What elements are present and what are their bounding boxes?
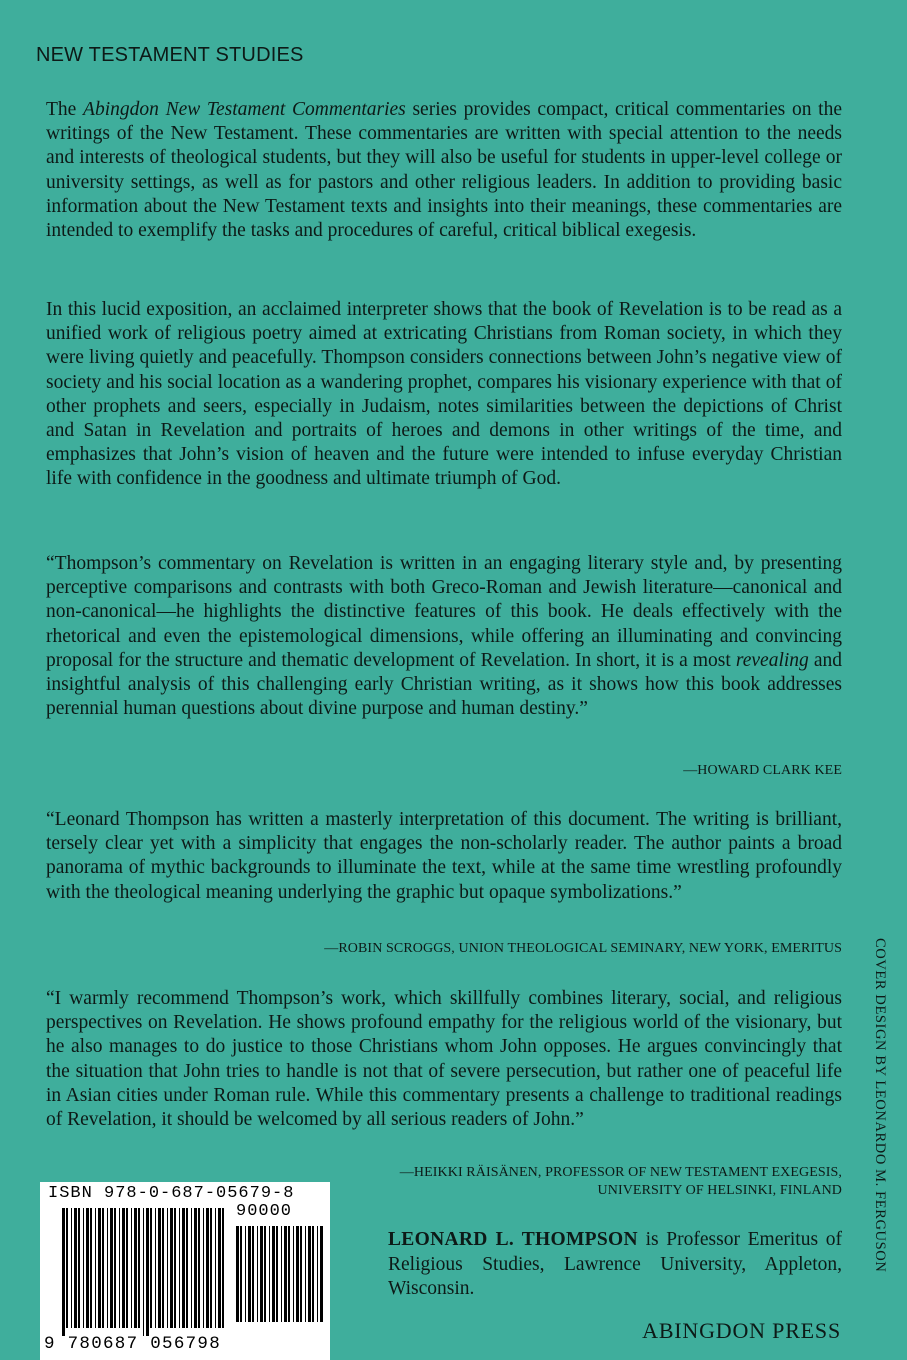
barcode-bar xyxy=(206,1208,209,1328)
barcode-bar xyxy=(66,1208,68,1328)
barcode-bar xyxy=(170,1208,173,1328)
barcode-bar xyxy=(182,1208,185,1328)
intro-lead: The xyxy=(46,99,84,120)
endorsement-kee-quote: “Thompson’s commentary on Revelation is written in an engaging literary style and, by presenting perceptive comparisons and contrasts with both Greco-Roman and Jewish literature—canonical and non-canonical—he highlights the distinctive features of this book. He deals effectively with the rhetorical and even the epistemological dimensions, while offering an illuminating and convincing proposal for the structure and thematic development of Revelation. In short, it is a most xyxy=(46,553,842,671)
barcode-bar xyxy=(245,1226,246,1322)
endorsement-raisanen-quote: “I warmly recommend Thompson’s work, which skillfully combines literary, social, and religious perspectives on Revelation. He shows profound empathy for the religious world of the visionary, but he also manages to do justice to those Christians whom John opposes. He argues convincingly that the situation that John tries to handle is not that of severe persecution, but rather one of peaceful life in Asian cities under Roman rule. While this commentary presents a challenge to traditional readings of Revelation, it should be welcomed by all serious readers of John.” xyxy=(46,988,842,1131)
barcode-bar xyxy=(155,1208,156,1328)
barcode-bar xyxy=(296,1226,299,1322)
book-description: In this lucid exposition, an acclaimed interpreter shows that the book of Revelation is to be read as a unified work of religious poetry aimed at extricating Christians from Roman society, in which they were living quietly and peacefully. Thompson considers connections between John’s negative view of society and his social location as a wandering prophet, compares his visionary experience with that of other prophets and seers, especially in Judaism, notes similarities between the depictions of Christ and Satan in Revelation and portraits of heroes and demons in other writings of the time, and emphasizes that John’s vision of heaven and the future were intended to infuse everyday Christian life with confidence in the goodness and ultimate triumph of God. xyxy=(46,299,842,490)
barcode-bar xyxy=(276,1226,278,1322)
barcode-bar xyxy=(107,1208,108,1328)
barcode-bar xyxy=(194,1208,197,1328)
barcode-bar xyxy=(158,1208,161,1328)
endorsement-raisanen xyxy=(46,987,842,1132)
barcode-bar xyxy=(252,1226,254,1322)
ean-digits: 9 780687 056798 xyxy=(44,1334,222,1354)
barcode-bar xyxy=(134,1208,137,1328)
barcode-bar xyxy=(305,1226,306,1322)
barcode-bar xyxy=(308,1226,311,1322)
barcode-bar xyxy=(98,1208,101,1328)
barcode-bar xyxy=(119,1208,120,1328)
barcode-bar xyxy=(269,1226,270,1322)
barcode-bar xyxy=(215,1208,216,1328)
barcode-bar xyxy=(83,1208,84,1328)
barcode-bar xyxy=(312,1226,314,1322)
author-bio-text: is Professor Emeritus of Religious Studies, Lawrence University, Appleton, Wisconsin. xyxy=(388,1229,842,1299)
book-description-paragraph xyxy=(46,298,842,492)
barcode-bar xyxy=(162,1208,164,1328)
ean-bars xyxy=(62,1208,228,1336)
isbn-label: ISBN 978-0-687-05679-8 xyxy=(48,1184,295,1203)
endorsement-kee-quote-end: and insightful analysis of this challenging early Christian writing, as it shows how this book addresses perennial human questions about divine purpose and human destiny.” xyxy=(46,649,842,720)
barcode-bar xyxy=(102,1208,104,1328)
barcode-bar xyxy=(236,1226,239,1322)
barcode-bar xyxy=(281,1226,282,1322)
endorsement-scroggs-quote: “Leonard Thompson has written a masterly interpretation of this document. The writing is brilliant, tersely clear yet with a simplicity that engages the non-scholarly reader. The author paints a broad panorama of mythic backgrounds to illuminate the text, while at the same time wrestling profoundly with the theological meaning underlying the graphic but opaque symbolizations.” xyxy=(46,809,842,903)
barcode-bar xyxy=(257,1226,258,1322)
author-name: LEONARD L. THOMPSON xyxy=(388,1229,638,1250)
series-name: Abingdon New Testament Commentaries xyxy=(83,99,406,120)
barcode-bar xyxy=(240,1226,242,1322)
barcode-bar xyxy=(284,1226,287,1322)
barcode-bar xyxy=(179,1208,180,1328)
barcode-bar xyxy=(78,1208,80,1328)
barcode-bar xyxy=(272,1226,275,1322)
publisher-name: ABINGDON PRESS xyxy=(642,1318,841,1343)
barcode-bar xyxy=(143,1208,144,1336)
cover-design-credit: COVER DESIGN BY LEONARDO M. FERGUSON xyxy=(872,938,888,1273)
price-code: 90000 xyxy=(236,1202,293,1221)
barcode-bar xyxy=(150,1208,152,1328)
barcode-bar xyxy=(110,1208,113,1328)
barcode-bar xyxy=(186,1208,188,1328)
series-heading: NEW TESTAMENT STUDIES xyxy=(36,44,304,66)
barcode-bar xyxy=(114,1208,116,1328)
barcode-bar xyxy=(222,1208,224,1328)
barcode-bar xyxy=(264,1226,266,1322)
barcode-bar xyxy=(146,1208,149,1336)
barcode-bar xyxy=(167,1208,168,1328)
intro-rest: series provides compact, critical commentaries on the writings of the New Testament. These commentaries are written with special attention to the needs and interests of theological students, but they will also be useful for students in upper-level college or university settings, as well as for pastors and other religious leaders. In addition to providing basic information about the New Testament texts and insights into their meanings, these commentaries are intended to exemplify the tasks and procedures of careful, critical biblical exegesis. xyxy=(46,99,842,242)
barcode-bar xyxy=(174,1208,176,1328)
barcode-bar xyxy=(218,1208,221,1328)
barcode-bar xyxy=(203,1208,204,1328)
attribution-kee: —HOWARD CLARK KEE xyxy=(683,763,842,778)
attribution-raisanen xyxy=(400,1164,842,1200)
barcode-bar xyxy=(288,1226,290,1322)
barcode-bar xyxy=(198,1208,200,1328)
barcode-bar xyxy=(86,1208,89,1328)
barcode-bar xyxy=(191,1208,192,1328)
series-intro-paragraph xyxy=(46,98,842,243)
barcode-bar xyxy=(122,1208,125,1328)
barcode-bar xyxy=(317,1226,318,1322)
barcode-bar xyxy=(95,1208,96,1328)
barcode-bar xyxy=(248,1226,251,1322)
barcode-bar xyxy=(300,1226,302,1322)
barcode-bar xyxy=(131,1208,132,1328)
barcode-bar xyxy=(293,1226,294,1322)
barcode-bar xyxy=(62,1208,65,1336)
author-bio xyxy=(388,1228,842,1302)
barcode-bar xyxy=(74,1208,77,1328)
barcode-bar xyxy=(210,1208,212,1328)
isbn-barcode xyxy=(40,1182,330,1360)
barcode-bar xyxy=(138,1208,140,1328)
attribution-raisanen-line1: —HEIKKI RÄISÄNEN, PROFESSOR OF NEW TESTAMENT EXEGESIS, xyxy=(399,1165,842,1180)
attribution-scroggs: —ROBIN SCROGGS, UNION THEOLOGICAL SEMINARY, NEW YORK, EMERITUS xyxy=(324,941,842,956)
barcode-bar xyxy=(90,1208,92,1328)
endorsement-kee-emphasis: revealing xyxy=(735,649,809,671)
barcode-bar xyxy=(260,1226,263,1322)
barcode-bar xyxy=(320,1226,323,1322)
endorsement-scroggs xyxy=(46,808,842,905)
addon-bars xyxy=(236,1226,324,1330)
endorsement-kee xyxy=(46,552,842,721)
barcode-bar xyxy=(71,1208,72,1328)
attribution-raisanen-line2: UNIVERSITY OF HELSINKI, FINLAND xyxy=(597,1183,842,1198)
barcode-bar xyxy=(126,1208,128,1328)
